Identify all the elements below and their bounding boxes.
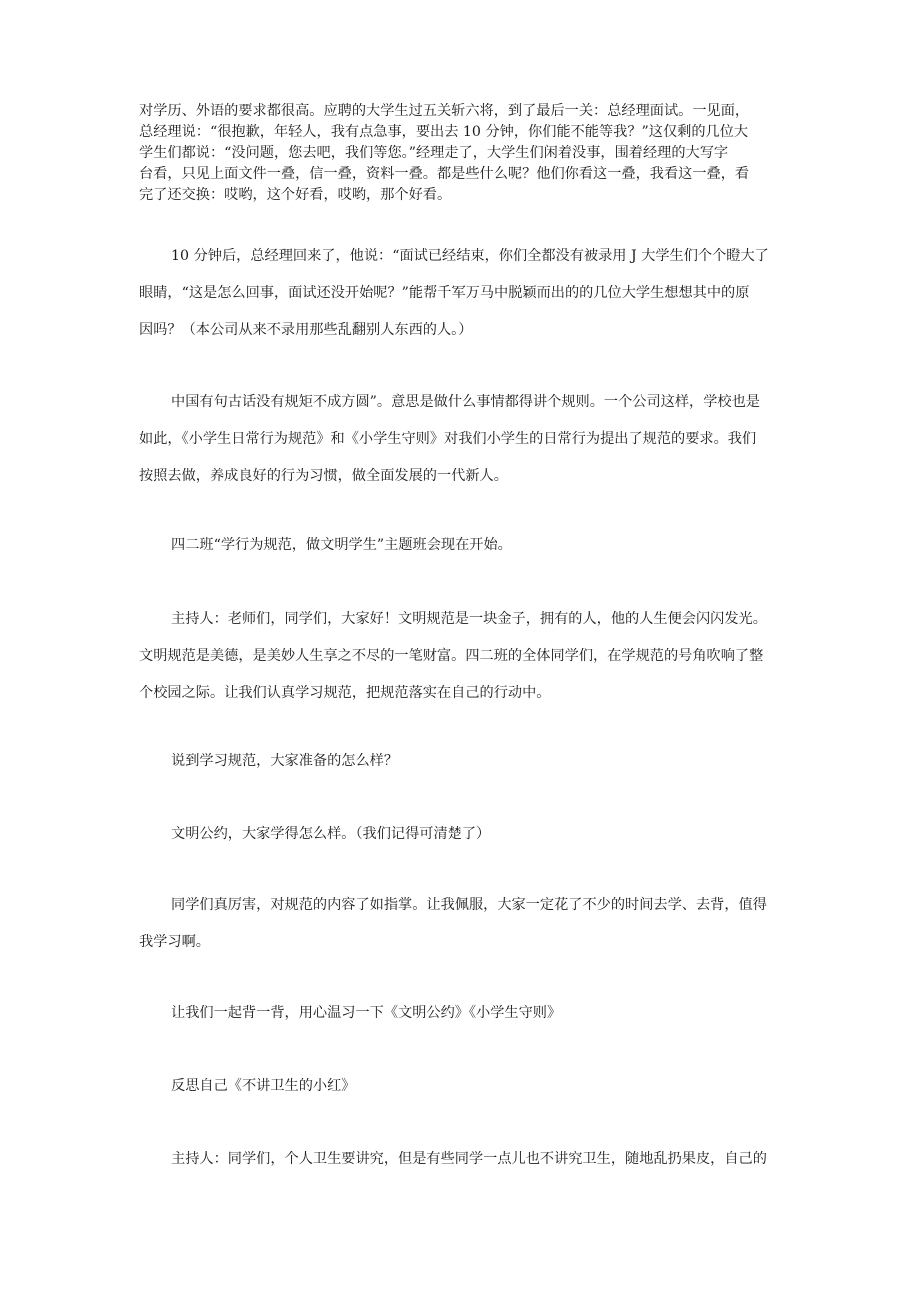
- paragraph-host-hygiene: [139, 1141, 799, 1178]
- paragraph-host-opening: [139, 601, 799, 712]
- paragraph-praise: [139, 887, 799, 961]
- text-line: 按照去做，养成良好的行为习惯，做全面发展的一代新人。: [139, 468, 508, 484]
- text-line: 我学习啊。: [139, 934, 210, 950]
- text-line: 完了还交换：哎哟，这个好看，哎哟，那个好看。: [139, 187, 452, 203]
- paragraph-interview-result: [139, 238, 799, 349]
- text-line: 眼睛，“这是怎么回事，面试还没开始呢？”能帮千军万马中脱颖而出的的几位大学生想想其中的原: [139, 285, 750, 301]
- text-line: 如此，《小学生日常行为规范》和《小学生守则》对我们小学生的日常行为提出了规范的要求。我们: [139, 431, 757, 447]
- paragraph-meeting-start: [139, 527, 799, 564]
- text-line: 文明规范是美德，是美妙人生享之不尽的一笔财富。四二班的全体同学们，在学规范的号角吹响了整: [139, 648, 764, 664]
- text-line: 因吗？（本公司从来不录用那些乱翻别人东西的人。）: [139, 322, 473, 338]
- text-line: 四二班“学行为规范，做文明学生”主题班会现在开始。: [171, 537, 512, 553]
- text-line: 10 分钟后，总经理回来了，他说：“面试已经结束，你们全都没有被录用 J 大学生们个个瞪大了: [171, 248, 769, 264]
- text-line: 文明公约，大家学得怎么样。（我们记得可清楚了）: [171, 826, 491, 842]
- paragraph-preparation: [139, 743, 799, 780]
- paragraph-rules: [139, 384, 799, 495]
- text-line: 个校园之际。让我们认真学习规范，把规范落实在自己的行动中。: [139, 685, 551, 701]
- text-line: 学生们都说：“没问题，您去吧，我们等您。”经理走了，大学生们闲着没事，围着经理的大写字: [139, 145, 729, 161]
- text-line: 主持人：老师们，同学们，大家好！文明规范是一块金子，拥有的人，他的人生便会闪闪发光。: [171, 611, 767, 627]
- paragraph-reflect: [139, 1068, 799, 1105]
- text-line: 中国有句古话没有规矩不成方圆”。意思是做什么事情都得讲个规则。一个公司这样，学校也是: [171, 394, 760, 410]
- text-line: 说到学习规范，大家准备的怎么样？: [171, 753, 399, 769]
- paragraph-civility-pledge: [139, 816, 799, 853]
- intro-paragraph: [139, 101, 799, 206]
- text-line: 对学历、外语的要求都很高。应聘的大学生过五关斩六将，到了最后一关：总经理面试。一见面，: [139, 103, 750, 119]
- paragraph-recite: [139, 995, 799, 1032]
- text-line: 同学们真厉害，对规范的内容了如指掌。让我佩服，大家一定花了不少的时间去学、去背，值得: [171, 897, 767, 913]
- text-line: 主持人：同学们，个人卫生要讲究，但是有些同学一点儿也不讲究卫生，随地乱扔果皮，自己的: [171, 1151, 767, 1167]
- text-line: 台看，只见上面文件一叠，信一叠，资料一叠。都是些什么呢？他们你看这一叠，我看这一叠，看: [139, 166, 750, 182]
- text-line: 让我们一起背一背，用心温习一下《文明公约》《小学生守则》: [171, 1005, 562, 1021]
- text-line: 反思自己《不讲卫生的小红》: [171, 1078, 356, 1094]
- text-line: 总经理说：“很抱歉，年轻人，我有点急事，要出去 10 分钟，你们能不能等我？”这仅剩的几位大: [139, 124, 749, 140]
